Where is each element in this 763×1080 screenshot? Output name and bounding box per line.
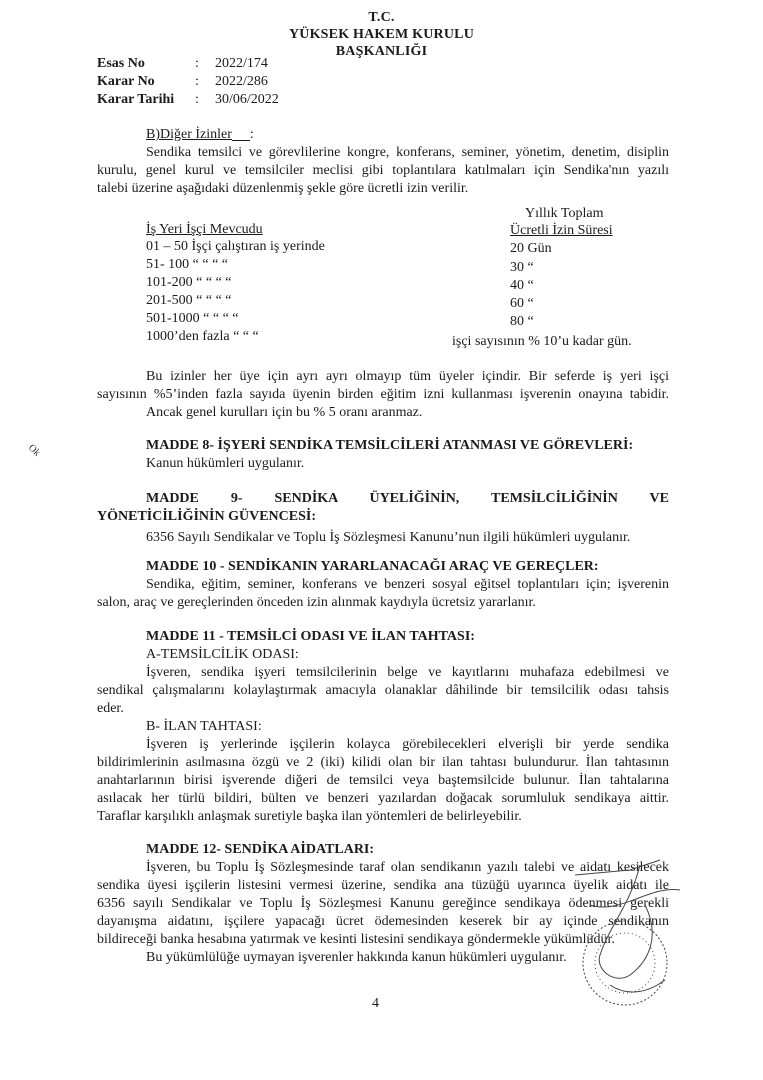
madde8-title: MADDE 8- İŞYERİ SENDİKA TEMSİLCİLERİ ATANMASI VE GÖREVLERİ: [146,438,634,453]
table-row-range: 01 – 50 İşçi çalıştıran iş yerinde [146,239,325,254]
section-b-para-line: Sendika temsilci ve görevlilerine kongre, konferans, seminer, yönetim, denetim, disiplin [146,145,669,160]
section-b-title-text: B)Diğer İzinler [146,127,232,142]
table-row-days: 80 “ [510,314,534,329]
table-row-days: 60 “ [510,296,534,311]
madde9-text: 6356 Sayılı Sendikalar ve Toplu İş Sözleşmesi Kanunu’nun ilgili hükümleri uygulanır. [146,530,631,545]
meta-colon: : [195,92,199,107]
madde9-title-line2: YÖNETİCİLİĞİNİN GÜVENCESİ: [97,509,316,524]
table-row-days: 30 “ [510,260,534,275]
madde12-line: dayanışma aidatını, işçilere yapacağı ücret ödemesinden keserek bir ay içinde sendikanın [97,914,669,929]
table-row-range: 101-200 “ “ “ “ [146,275,232,290]
table-row-range: 201-500 “ “ “ “ [146,293,232,308]
madde11-b-line: bildirimlerinin asılmasına özgü ve 2 (iki) kilidi olan bir ilan tahtası bulundurur. İlan tahtasının [97,755,669,770]
table-col1-header: İş Yeri İşçi Mevcudu [146,222,263,237]
table-row-range: 501-1000 “ “ “ “ [146,311,239,326]
page-number: 4 [372,996,379,1011]
table-col2-header-2: Ücretli İzin Süresi [510,223,613,238]
margin-initials: Ok [25,442,43,459]
madde12-line: Bu yükümlülüğe uymayan işverenler hakkında kanun hükümleri uygulanır. [146,950,567,965]
official-stamp-signature [570,845,700,1015]
note-line: sayısının %5’inden fazla sayıda üyenin birden eğitim izni kullanması işverenin onayına tabidir. [97,387,669,402]
meta-value: 30/06/2022 [215,92,279,107]
madde11-title: MADDE 11 - TEMSİLCİ ODASI VE İLAN TAHTASI: [146,629,475,644]
meta-row-karar [97,73,279,91]
header-tc: T.C. [368,10,395,25]
meta-colon: : [195,74,199,89]
madde11-b-line: İşveren iş yerlerinde işçilerin kolayca görebilecekleri elverişli bir yerde sendika [146,737,669,752]
table-row-days: 40 “ [510,278,534,293]
madde10-title: MADDE 10 - SENDİKANIN YARARLANACAĞI ARAÇ VE GEREÇLER: [146,559,599,574]
meta-label: Karar Tarihi [97,92,175,107]
madde11-a-line: eder. [97,701,124,716]
madde12-line: İşveren, bu Toplu İş Sözleşmesinde taraf olan sendikanın yazılı talebi ve aidatı kesilecek [146,860,669,875]
madde8-text: Kanun hükümleri uygulanır. [146,456,305,471]
madde11-a-line: sendikal çalışmalarını kolaylaştırmak amacıyla olanaklar dâhilinde bir temsilcilik odası tahsis [97,683,669,698]
madde12-line: 6356 sayılı Sendikalar ve Toplu İş Sözleşmesi Kanunu gereğince sendikaya ödenmesi gerekli [97,896,669,911]
madde11-b-line: Taraflar karşılıklı anlaşmak suretiyle başka ilan yöntemleri de belirleyebilir. [97,809,522,824]
madde12-line: bildireceği banka hesabına yatırmak ve kesinti listesini sendikaya göndermekle yükümlüdür. [97,932,615,947]
header-institution: YÜKSEK HAKEM KURULU [288,27,475,42]
madde11-b-line: asılacak her türlü bildiri, bülten ve benzeri yazılardan doğacak sorumluluk sendikaya aittir. [97,791,669,806]
meta-row-tarih [97,91,279,109]
section-b-title [146,126,254,144]
madde9-title-line1: MADDE 9- SENDİKA ÜYELİĞİNİN, TEMSİLCİLİĞİNİN VE [146,491,669,506]
madde11-b-line: anahtarlarının birisi işverende diğeri de temsilci veya baştemsilcide bulunur. İlan tahtalarına [97,773,669,788]
meta-colon: : [195,56,199,71]
header-presidency: BAŞKANLIĞI [335,44,428,59]
madde11-a-line: İşveren, sendika işyeri temsilcilerinin belge ve kayıtlarını muhafaza edebilmesi ve [146,665,669,680]
meta-label: Esas No [97,56,145,71]
table-row-days: işçi sayısının % 10’u kadar gün. [452,334,632,349]
meta-value: 2022/174 [215,56,268,71]
section-b-para-line: talebi üzerine aşağıdaki düzenlenmiş şekle göre ücretli izin verilir. [97,181,469,196]
meta-value: 2022/286 [215,74,268,89]
madde10-line: Sendika, eğitim, seminer, konferans ve benzeri sosyal eğitsel toplantıları için; işverenin [146,577,669,592]
note-line: Ancak genel kurulları için bu % 5 oranı aranmaz. [146,405,423,420]
table-col2-header-1: Yıllık Toplam [525,206,604,221]
table-row-range: 51- 100 “ “ “ “ [146,257,229,272]
madde11-sub-a: A-TEMSİLCİLİK ODASI: [146,647,299,662]
madde12-line: sendika üyesi işçilerin listesini vermesi üzerine, sendika ana tüzüğü uyarınca üyelik aidatı ile [97,878,669,893]
case-meta [97,55,279,109]
madde10-line: salon, araç ve gereçlerinden önceden izin alınmak kaydıyla ücretsiz yararlanır. [97,595,536,610]
meta-row-esas [97,55,279,73]
note-line: Bu izinler her üye için ayrı ayrı olmayıp tüm üyeler içindir. Bir seferde iş yeri işçi [146,369,669,384]
madde12-title: MADDE 12- SENDİKA AİDATLARI: [146,842,375,857]
section-b-title-colon: : [249,127,254,142]
madde11-sub-b: B- İLAN TAHTASI: [146,719,262,734]
table-row-range: 1000’den fazla “ “ “ [146,329,259,344]
meta-label: Karar No [97,74,155,89]
section-b-para-line: kurulu, genel kurul ve temsilciler meclisi gibi toplantılara katılmaları için Sendika'nın yazılı [97,163,669,178]
table-row-days: 20 Gün [510,241,552,256]
